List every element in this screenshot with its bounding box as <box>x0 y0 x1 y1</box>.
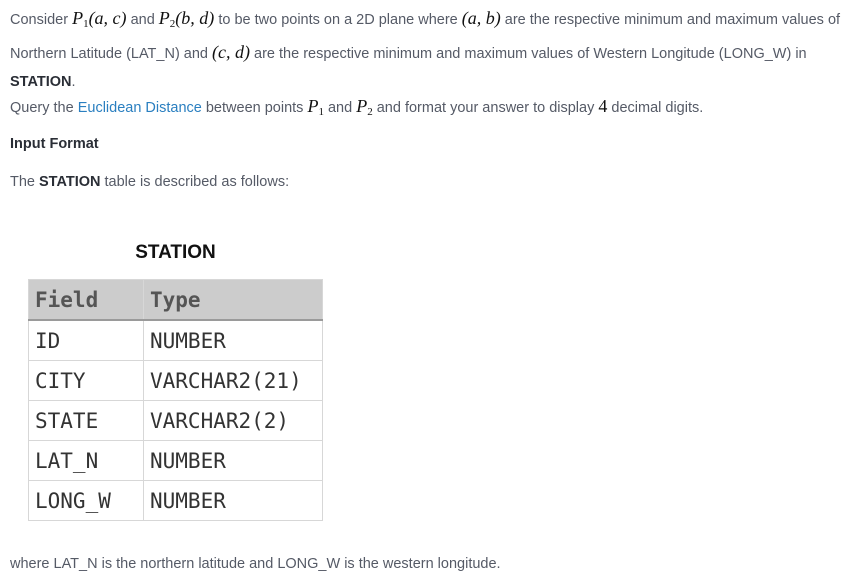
intro-text-5: are the respective minimum and maximum values of Western Longitude (LONG_W) in <box>250 46 807 62</box>
type-cell: VARCHAR2(2) <box>144 401 323 441</box>
p1-letter: P <box>72 8 84 28</box>
footer-note: where LAT_N is the northern latitude and LONG_W is the western longitude. <box>10 556 501 572</box>
p1-args: (a, c) <box>88 8 127 28</box>
header-type: Type <box>144 280 323 321</box>
intro-text-1: Consider <box>10 12 73 28</box>
query-p2-letter: P <box>356 96 368 116</box>
query-text-1: Query the <box>10 100 78 116</box>
cd-math: (c, d) <box>212 42 251 62</box>
table-row <box>29 441 323 481</box>
ab-math: (a, b) <box>461 8 501 28</box>
query-text-2: between points <box>201 100 308 116</box>
type-cell: NUMBER <box>144 481 323 521</box>
described-text-1: The <box>10 174 40 190</box>
query-p1-subscript: 1 <box>318 106 324 118</box>
intro-text-4: are the respective minimum and maximum values of Northern Latitude (LAT_N) and <box>10 12 841 62</box>
intro-text-2: and <box>126 12 159 28</box>
table-caption: STATION <box>135 242 216 263</box>
point-p2-math <box>159 8 215 28</box>
field-cell: LAT_N <box>29 441 144 481</box>
query-p1-math <box>307 96 324 116</box>
field-cell: LONG_W <box>29 481 144 521</box>
header-field: Field <box>29 280 144 321</box>
point-p1-math <box>72 8 126 28</box>
table-row <box>29 401 323 441</box>
described-station-emphasis: STATION <box>39 174 101 190</box>
query-p2-math <box>356 96 373 116</box>
p2-subscript: 2 <box>169 18 176 30</box>
euclidean-distance-link[interactable]: Euclidean Distance <box>77 100 202 116</box>
query-p1-letter: P <box>307 96 319 116</box>
p2-args: (b, d) <box>175 8 215 28</box>
query-p2-subscript: 2 <box>367 106 373 118</box>
type-cell: VARCHAR2(21) <box>144 361 323 401</box>
p2-letter: P <box>158 8 170 28</box>
type-cell: NUMBER <box>144 320 323 361</box>
p1-subscript: 1 <box>83 18 89 30</box>
intro-text-6: . <box>71 74 76 90</box>
query-paragraph <box>10 92 703 126</box>
table-row <box>29 361 323 401</box>
query-text-4: and format your answer to display <box>372 100 599 116</box>
field-cell: STATE <box>29 401 144 441</box>
table-header-row <box>29 280 323 321</box>
intro-text-3: to be two points on a 2D plane where <box>214 12 462 28</box>
described-text-2: table is described as follows: <box>100 174 290 190</box>
digits-math: 4 <box>598 96 608 116</box>
station-emphasis: STATION <box>10 74 72 90</box>
query-text-3: and <box>323 100 357 116</box>
query-text-5: decimal digits. <box>607 100 704 116</box>
table-row <box>29 320 323 361</box>
station-schema-table <box>28 279 323 521</box>
problem-intro-paragraph <box>10 4 848 96</box>
field-cell: ID <box>29 320 144 361</box>
field-cell: CITY <box>29 361 144 401</box>
input-format-heading: Input Format <box>10 136 99 152</box>
table-row <box>29 481 323 521</box>
type-cell: NUMBER <box>144 441 323 481</box>
table-description-paragraph <box>10 168 289 196</box>
